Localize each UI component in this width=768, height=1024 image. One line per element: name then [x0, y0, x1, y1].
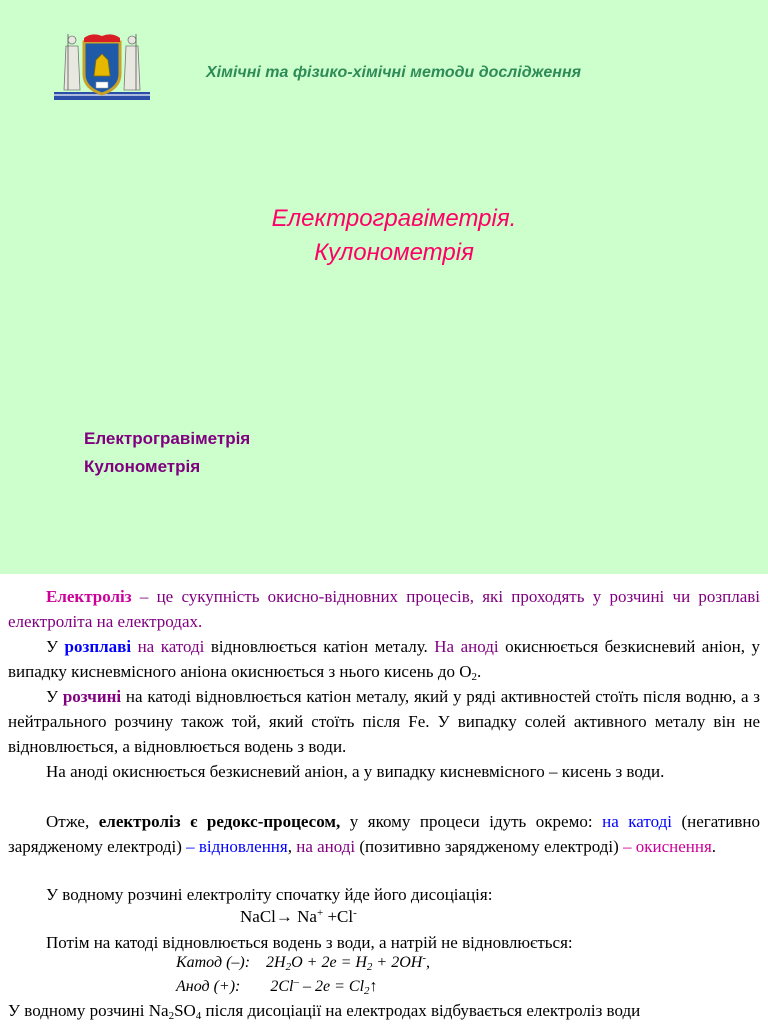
subscript: 2 [285, 961, 292, 973]
text: NaCl [240, 907, 276, 926]
term-oxidation: – окиснення [622, 837, 712, 856]
text: . [477, 662, 482, 681]
text: Отже, [46, 812, 99, 831]
subscript: 2 [471, 671, 477, 683]
text: (позитивно зарядженому електроді) [355, 837, 623, 856]
topic-item: Кулонометрія [84, 457, 201, 476]
text: . [711, 837, 717, 856]
slide-title [0, 202, 768, 270]
topic-item: Електрогравіметрія [84, 429, 251, 448]
text: У водному розчині Na [8, 1001, 169, 1020]
text: + 2OH [372, 954, 423, 971]
topics-list [84, 425, 250, 481]
electrolysis-definition [8, 584, 760, 634]
subscript: 4 [195, 1010, 202, 1022]
university-coat-of-arms-logo [52, 30, 152, 110]
text: 2Cl [270, 978, 294, 995]
term-reduction: – відновлення [186, 837, 288, 856]
term-cathode: на катоді [137, 637, 205, 656]
title-line-coulometry: Кулонометрія [314, 239, 474, 266]
solution-paragraph [8, 684, 760, 759]
anode-paragraph: На аноді окиснюється безкисневий аніон, а у випадку кисневмісного – кисень з води. [46, 762, 665, 781]
text: SO [174, 1001, 196, 1020]
text: – 2e = Cl [299, 978, 365, 995]
text: , [426, 954, 430, 971]
text: відновлюється катіон металу. [204, 637, 435, 656]
text: 2H [266, 954, 286, 971]
dissociation-intro: У водному розчині електроліту спочатку йде його дисоціація: [46, 885, 493, 904]
document-page [0, 576, 768, 1024]
anode-equation [176, 974, 378, 999]
melt-paragraph [8, 634, 760, 684]
subscript: 2 [168, 1010, 175, 1022]
redox-summary-paragraph [8, 809, 760, 859]
term-solution: розчині [62, 687, 122, 706]
term-melt: розплаві [64, 637, 132, 656]
term-anode: на аноді [296, 837, 356, 856]
equation-label: Катод (–): [176, 954, 251, 971]
nacl-dissociation-equation [240, 904, 357, 929]
text: на катоді відновлюється катіон металу, який у ряді активностей стоїть після водню, а з нейтрального розчину також той, який стоїть після Fe. У випадку солей активного металу він не відновлюється, а відновлюється водень з води. [8, 687, 760, 756]
text: У [46, 637, 65, 656]
text: після дисоціації на електродах відбувається електроліз води [201, 1001, 641, 1020]
arrow-up-icon: ↑ [369, 978, 378, 995]
subscript: 2 [364, 985, 370, 997]
course-header: Хімічні та фізико-хімічні методи дослідження [206, 64, 582, 81]
text: У [46, 687, 63, 706]
cathode-equation [176, 950, 430, 975]
term-electrolysis: Електроліз [46, 587, 132, 606]
arrow-icon: → [275, 907, 293, 926]
text: окиснюється безкисневий аніон, у випадку кисневмісного аніона окиснюється з нього кисень до O [8, 637, 760, 681]
term-anode: На аноді [434, 637, 499, 656]
term-redox: електроліз є редокс-процесом, [98, 812, 341, 831]
text: (негативно зарядженому електроді) [8, 812, 761, 856]
sodium-sulfate-paragraph [8, 998, 640, 1023]
subscript: 2 [366, 961, 373, 973]
cathode-water-paragraph: Потім на катоді відновлюється водень з води, а натрій не відновлюється: [46, 933, 573, 952]
superscript: – [293, 976, 299, 988]
title-line-electrogravimetry: Електрогравіметрія. [271, 205, 517, 232]
superscript: + [316, 907, 324, 919]
text: , [287, 837, 297, 856]
text: +Cl [323, 907, 354, 926]
text: O + 2e = H [291, 954, 367, 971]
definition-text: – це сукупність окисно-відновних процесів, які проходять у розчині чи розплаві електроліта на електродах. [8, 587, 760, 631]
equation-label: Анод (+): [176, 978, 241, 995]
superscript: - [422, 952, 426, 964]
superscript: - [353, 907, 357, 919]
text: у якому процеси ідуть окремо: [340, 812, 603, 831]
term-cathode: на катоді [602, 812, 672, 831]
text: Na [292, 907, 317, 926]
